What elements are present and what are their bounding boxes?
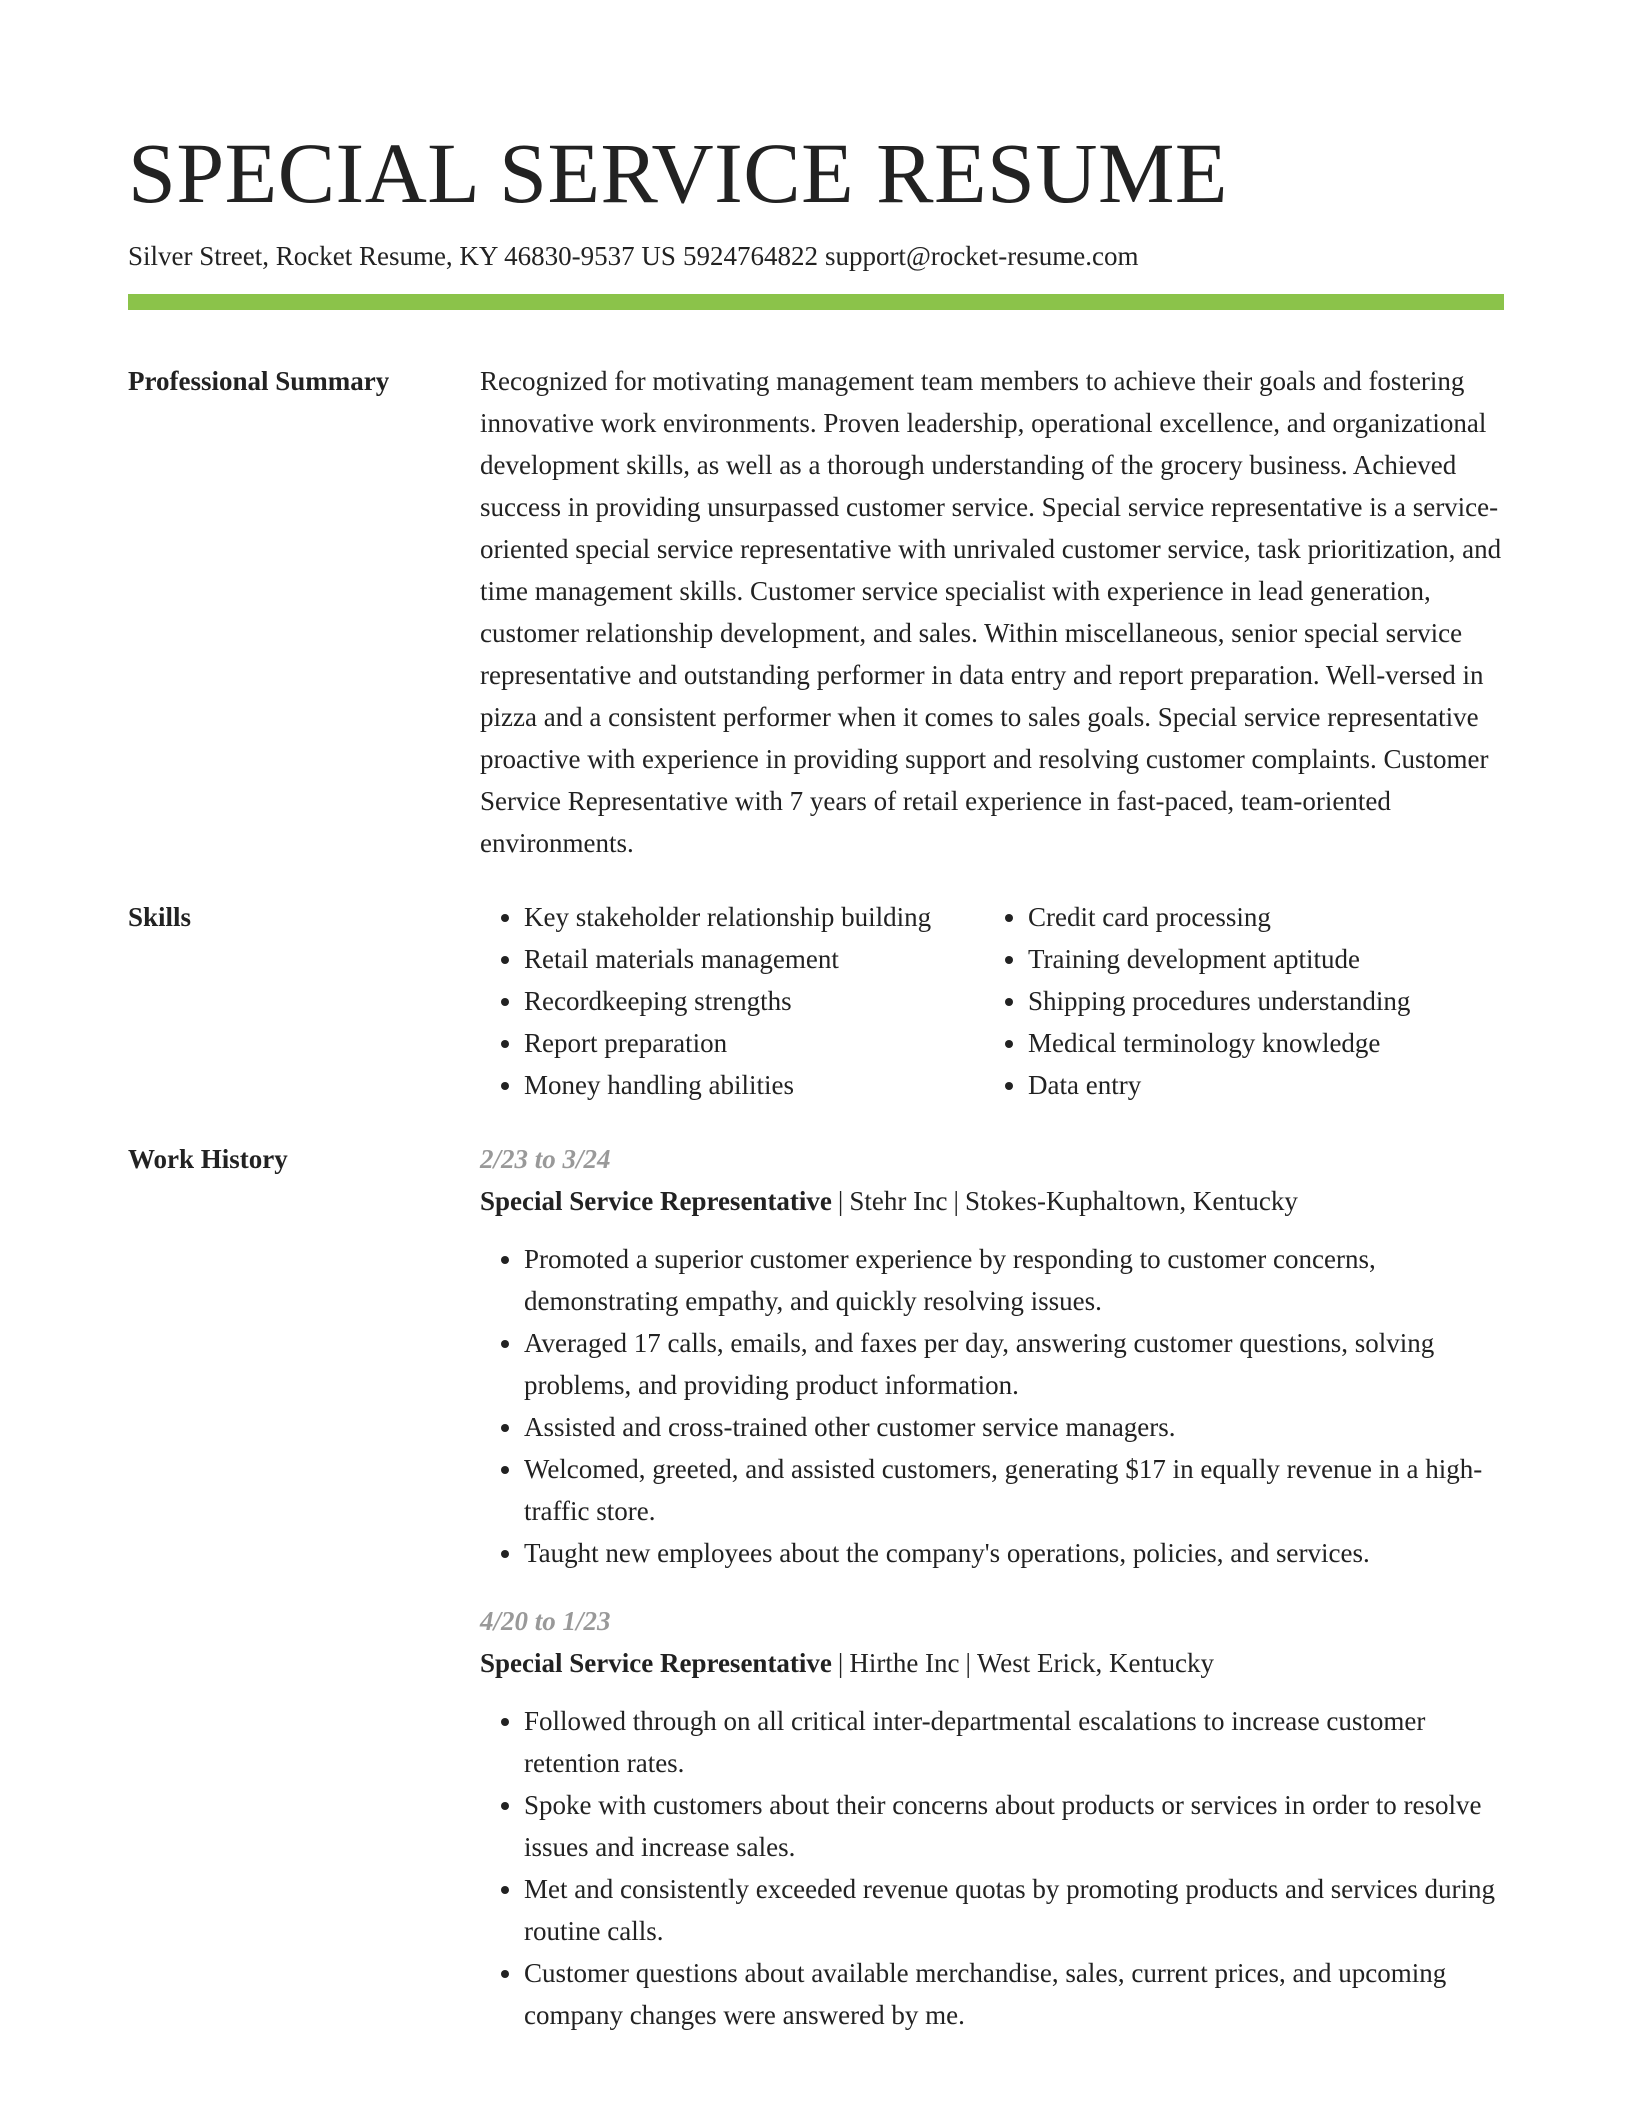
- job-separator: |: [837, 1648, 844, 1678]
- skills-columns: [480, 896, 1504, 1106]
- work-history-section: [128, 1138, 1504, 2062]
- skills-section: [128, 896, 1504, 1106]
- skill-item: • Training development aptitude: [1028, 938, 1504, 980]
- job-bullet: • Welcomed, greeted, and assisted customers, generating $17 in equally revenue in a high-traffic store.: [524, 1448, 1504, 1532]
- job-company: Stehr Inc: [849, 1186, 948, 1216]
- job-separator: |: [837, 1186, 844, 1216]
- job-title: Special Service Representative: [480, 1186, 832, 1216]
- skills-list-left: [480, 896, 984, 1106]
- skill-item: • Report preparation: [524, 1022, 984, 1064]
- job-separator: |: [965, 1648, 971, 1678]
- job-location: West Erick, Kentucky: [976, 1648, 1214, 1678]
- summary-section: [128, 360, 1504, 864]
- resume-title: SPECIAL SERVICE RESUME: [128, 125, 1228, 221]
- skill-item: • Data entry: [1028, 1064, 1504, 1106]
- skill-item: • Medical terminology knowledge: [1028, 1022, 1504, 1064]
- job-entry: [480, 1600, 1504, 2036]
- job-separator: |: [953, 1186, 959, 1216]
- skill-item: • Retail materials management: [524, 938, 984, 980]
- job-bullets: [480, 1238, 1504, 1574]
- job-bullet: • Customer questions about available merchandise, sales, current prices, and upcoming company changes were answered by me.: [524, 1952, 1504, 2036]
- job-bullet: • Taught new employees about the company's operations, policies, and services.: [524, 1532, 1504, 1574]
- job-entry: [480, 1138, 1504, 1574]
- job-bullets: [480, 1700, 1504, 2036]
- header-divider: [128, 294, 1504, 310]
- job-heading: [480, 1180, 1504, 1222]
- summary-text: Recognized for motivating management team members to achieve their goals and fostering innovative work environments. Proven leadership, operational excellence, and organizational development skills, as well as a thorough understanding of the grocery business. Achieved success in providing unsurpassed customer service. Special service representative is a service-oriented special service representative with unrivaled customer service, task prioritization, and time management skills. Customer service specialist with experience in lead generation, customer relationship development, and sales. Within miscellaneous, senior special service representative and outstanding performer in data entry and report preparation. Well-versed in pizza and a consistent performer when it comes to sales goals. Special service representative proactive with experience in providing support and resolving customer complaints. Customer Service Representative with 7 years of retail experience in fast-paced, team-oriented environments.: [480, 366, 1502, 858]
- contact-address: Silver Street, Rocket Resume, KY 46830-9537 US: [128, 241, 676, 271]
- job-bullet: • Spoke with customers about their concerns about products or services in order to resolve issues and increase sales.: [524, 1784, 1504, 1868]
- job-bullet: • Followed through on all critical inter-departmental escalations to increase customer retention rates.: [524, 1700, 1504, 1784]
- job-bullet: • Assisted and cross-trained other customer service managers.: [524, 1406, 1504, 1448]
- job-dates: 2/23 to 3/24: [480, 1144, 611, 1174]
- skills-list-right: [984, 896, 1504, 1106]
- contact-email: support@rocket-resume.com: [824, 241, 1139, 271]
- summary-label: Professional Summary: [128, 366, 390, 396]
- skill-item: • Shipping procedures understanding: [1028, 980, 1504, 1022]
- skills-label: Skills: [128, 902, 192, 932]
- job-dates: 4/20 to 1/23: [480, 1606, 611, 1636]
- job-bullet: • Met and consistently exceeded revenue quotas by promoting products and services during routine calls.: [524, 1868, 1504, 1952]
- job-location: Stokes-Kuphaltown, Kentucky: [964, 1186, 1298, 1216]
- contact-phone: 5924764822: [682, 241, 818, 271]
- job-bullet: • Promoted a superior customer experience by responding to customer concerns, demonstrating empathy, and quickly resolving issues.: [524, 1238, 1504, 1322]
- skill-item: • Credit card processing: [1028, 896, 1504, 938]
- skill-item: • Recordkeeping strengths: [524, 980, 984, 1022]
- job-company: Hirthe Inc: [849, 1648, 960, 1678]
- job-bullet: • Averaged 17 calls, emails, and faxes per day, answering customer questions, solving problems, and providing product information.: [524, 1322, 1504, 1406]
- contact-line: [128, 238, 1504, 274]
- work-history-body: [480, 1138, 1504, 2062]
- skill-item: • Key stakeholder relationship building: [524, 896, 984, 938]
- resume-page: [128, 0, 1504, 2062]
- skill-item: • Money handling abilities: [524, 1064, 984, 1106]
- job-heading: [480, 1642, 1504, 1684]
- work-history-label: Work History: [128, 1144, 288, 1174]
- job-title: Special Service Representative: [480, 1648, 832, 1678]
